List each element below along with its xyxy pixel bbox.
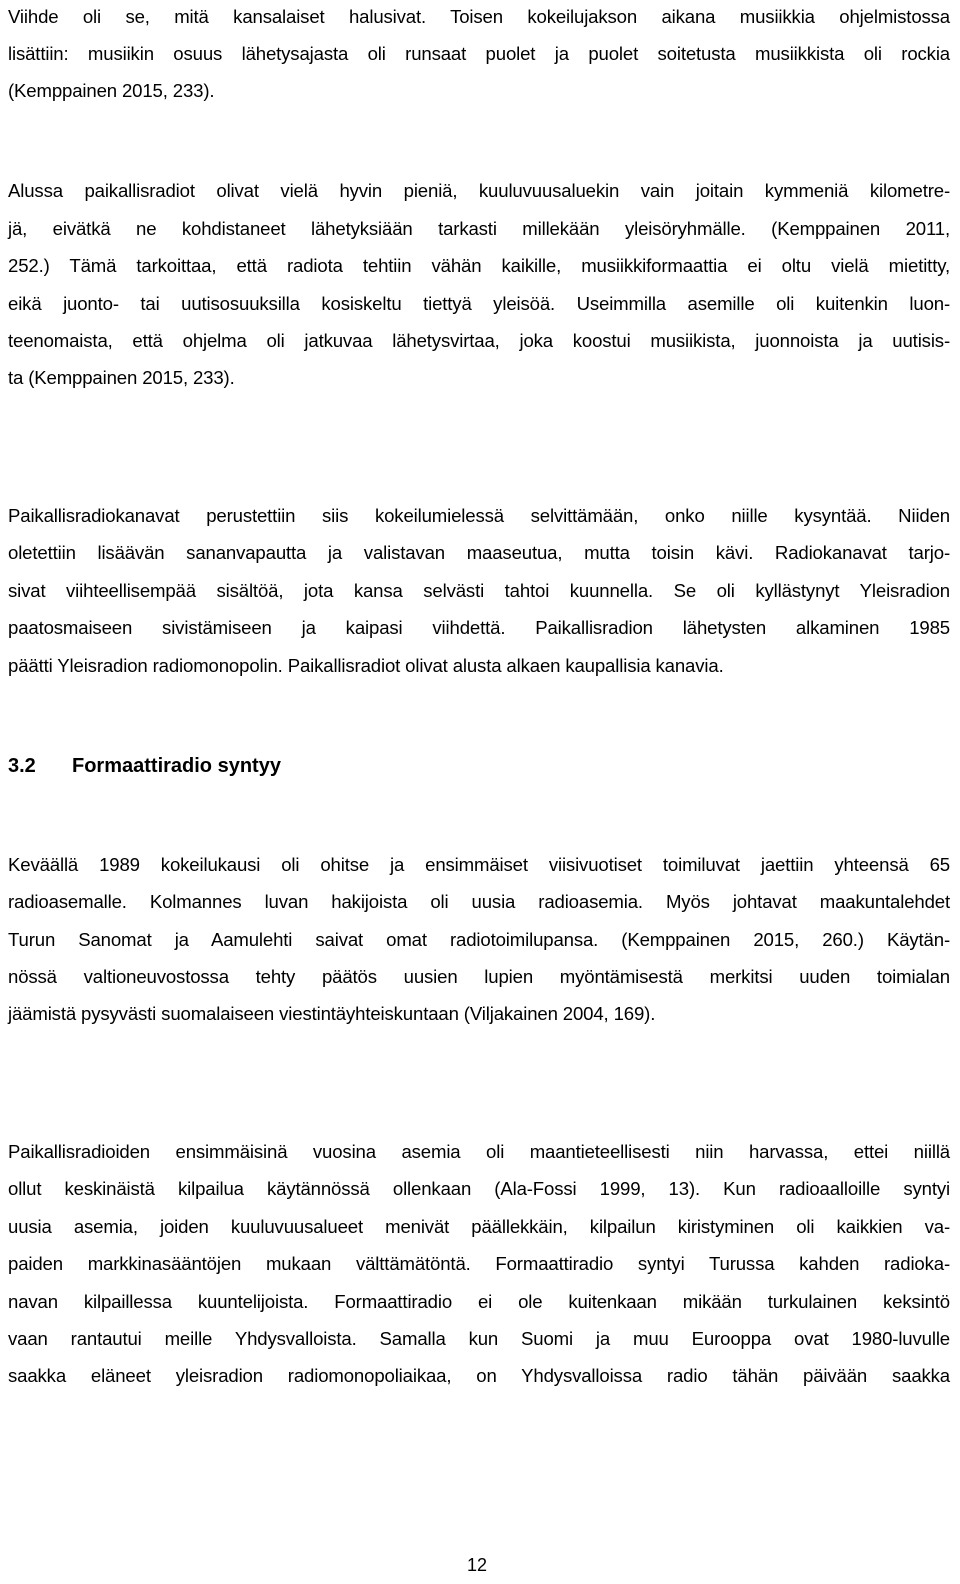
section-number: 3.2 bbox=[8, 755, 36, 777]
text-line: teenomaista, että ohjelma oli jatkuvaa lähetysvirtaa, joka koostui musiikista, juonnoista ja uutisis- bbox=[8, 330, 950, 351]
text-line: Turun Sanomat ja Aamulehti saivat omat radiotoimilupansa. (Kemppainen 2015, 260.) Käytän- bbox=[8, 929, 950, 950]
text-line: nössä valtioneuvostossa tehty päätös uusien lupien myöntämisestä merkitsi uuden toimialan bbox=[8, 966, 950, 987]
text-line: päätti Yleisradion radiomonopolin. Paikallisradiot olivat alusta alkaen kaupallisia kanavia. bbox=[8, 655, 724, 676]
section-title: Formaattiradio syntyy bbox=[72, 755, 281, 777]
text-line: Viihde oli se, mitä kansalaiset halusivat. Toisen kokeilujakson aikana musiikkia ohjelmistossa bbox=[8, 6, 950, 27]
text-line: paatosmaiseen sivistämiseen ja kaipasi viihdettä. Paikallisradion lähetysten alkaminen 1985 bbox=[8, 617, 950, 638]
text-line: lisättiin: musiikin osuus lähetysajasta oli runsaat puolet ja puolet soitetusta musiikkista oli rockia bbox=[8, 43, 950, 64]
text-line: ollut keskinäistä kilpailua käytännössä ollenkaan (Ala-Fossi 1999, 13). Kun radioaalloille syntyi bbox=[8, 1178, 950, 1199]
text-line: sivat viihteellisempää sisältöä, jota kansa selvästi tahtoi kuunnella. Se oli kyllästynyt Yleisradion bbox=[8, 580, 950, 601]
text-line: Paikallisradioiden ensimmäisinä vuosina asemia oli maantieteellisesti niin harvassa, ettei niillä bbox=[8, 1141, 950, 1162]
page-number: 12 bbox=[467, 1555, 488, 1575]
text-line: Paikallisradiokanavat perustettiin siis kokeilumielessä selvittämään, onko niille kysyntää. Niiden bbox=[8, 505, 950, 526]
text-line: jäämistä pysyvästi suomalaiseen viestintäyhteiskuntaan (Viljakainen 2004, 169). bbox=[8, 1003, 656, 1024]
text-line: jä, eivätkä ne kohdistaneet lähetyksiään tarkasti millekään yleisöryhmälle. (Kemppainen 2011, bbox=[8, 218, 950, 239]
text-line: oletettiin lisäävän sananvapautta ja valistavan maaseutua, mutta toisin kävi. Radiokanavat tarjo- bbox=[8, 542, 950, 563]
text-line: paiden markkinasääntöjen mukaan välttämätöntä. Formaattiradio syntyi Turussa kahden radioka- bbox=[8, 1253, 950, 1274]
text-line: eikä juonto- tai uutisosuuksilla kosiskeltu tiettyä yleisöä. Useimmilla asemille oli kuitenkin luon- bbox=[8, 293, 950, 314]
text-line: vaan rantautui meille Yhdysvalloista. Samalla kun Suomi ja muu Eurooppa ovat 1980-luvulle bbox=[8, 1328, 950, 1349]
text-line: uusia asemia, joiden kuuluvuusalueet menivät päällekkäin, kilpailun kiristyminen oli kaikkien va- bbox=[8, 1216, 950, 1237]
text-line: radioasemalle. Kolmannes luvan hakijoista oli uusia radioasemia. Myös johtavat maakuntalehdet bbox=[8, 891, 950, 912]
text-line: Keväällä 1989 kokeilukausi oli ohitse ja ensimmäiset viisivuotiset toimiluvat jaettiin yhteensä 65 bbox=[8, 854, 950, 875]
text-line: 252.) Tämä tarkoittaa, että radiota tehtiin vähän kaikille, musiikkiformaattia ei oltu vielä mietitty, bbox=[8, 255, 950, 276]
text-line: (Kemppainen 2015, 233). bbox=[8, 80, 215, 101]
text-line: navan kilpaillessa kuuntelijoista. Formaattiradio ei ole kuitenkaan mikään turkulainen keksintö bbox=[8, 1291, 950, 1312]
text-line: ta (Kemppainen 2015, 233). bbox=[8, 367, 235, 388]
text-line: saakka eläneet yleisradion radiomonopoliaikaa, on Yhdysvalloissa radio tähän päivään saakka bbox=[8, 1365, 950, 1386]
text-line: Alussa paikallisradiot olivat vielä hyvin pieniä, kuuluvuusaluekin vain joitain kymmeniä kilometre- bbox=[8, 180, 950, 201]
